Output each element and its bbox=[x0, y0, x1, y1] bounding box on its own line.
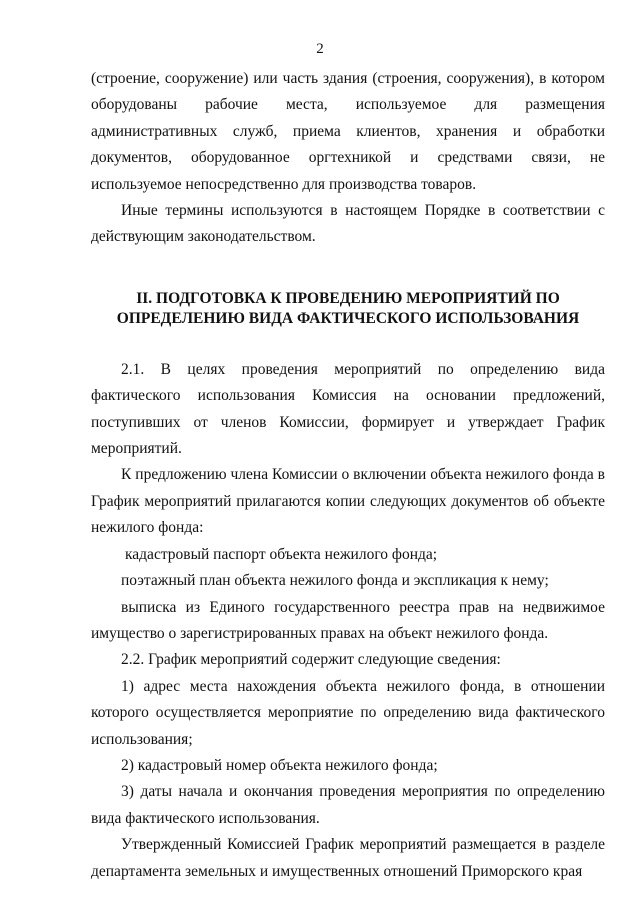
paragraph-continuation: (строение, сооружение) или часть здания (строения, сооружения), в котором оборудованы рабочие места, используемое для размещения административных служб, приема клиентов, хранения и обработки документов, оборудованное оргтехникой и средствами связи, не используемое непосредственно для производства товаров. bbox=[91, 70, 605, 193]
section-heading bbox=[91, 289, 605, 329]
page-number: 2 bbox=[316, 41, 324, 57]
list-item-registry-extract: выписка из Единого государственного реестра прав на недвижимое имущество о зарегистрированных правах на объект нежилого фонда. bbox=[91, 598, 605, 642]
paragraph-2-2: 2.2. График мероприятий содержит следующие сведения: bbox=[121, 651, 501, 669]
paragraph-2-1: 2.1. В целях проведения мероприятий по определению вида фактического использования Комиссия на основании предложений, поступивших от членов Комиссии, формирует и утверждает График мероприятий. bbox=[91, 360, 605, 458]
document-body bbox=[91, 66, 605, 885]
paragraph-publication: Утвержденный Комиссией График мероприятий размещается в разделе департамента земельных и имущественных отношений Приморского края bbox=[91, 836, 605, 880]
list-item-address: 1) адрес места нахождения объекта нежилого фонда, в отношении которого осуществляется мероприятие по определению вида фактического использования; bbox=[91, 677, 605, 748]
section-heading-line-1: II. ПОДГОТОВКА К ПРОВЕДЕНИЮ МЕРОПРИЯТИЙ ПО bbox=[136, 289, 560, 307]
paragraph-attachments: К предложению члена Комиссии о включении объекта нежилого фонда в График мероприятий прилагаются копии следующих документов об объекте нежилого фонда: bbox=[91, 466, 605, 537]
paragraph-other-terms: Иные термины используются в настоящем Порядке в соответствии с действующим законодательством. bbox=[91, 202, 605, 246]
section-heading-line-2: ОПРЕДЕЛЕНИЮ ВИДА ФАКТИЧЕСКОГО ИСПОЛЬЗОВАНИЯ bbox=[116, 309, 580, 327]
list-item-cadastral-number: 2) кадастровый номер объекта нежилого фонда; bbox=[121, 756, 438, 774]
list-item-dates: 3) даты начала и окончания проведения мероприятия по определению вида фактического использования. bbox=[91, 783, 605, 827]
list-item-cadastral-passport: кадастровый паспорт объекта нежилого фонда; bbox=[125, 545, 438, 563]
list-item-floor-plan: поэтажный план объекта нежилого фонда и экспликация к нему; bbox=[121, 572, 549, 590]
